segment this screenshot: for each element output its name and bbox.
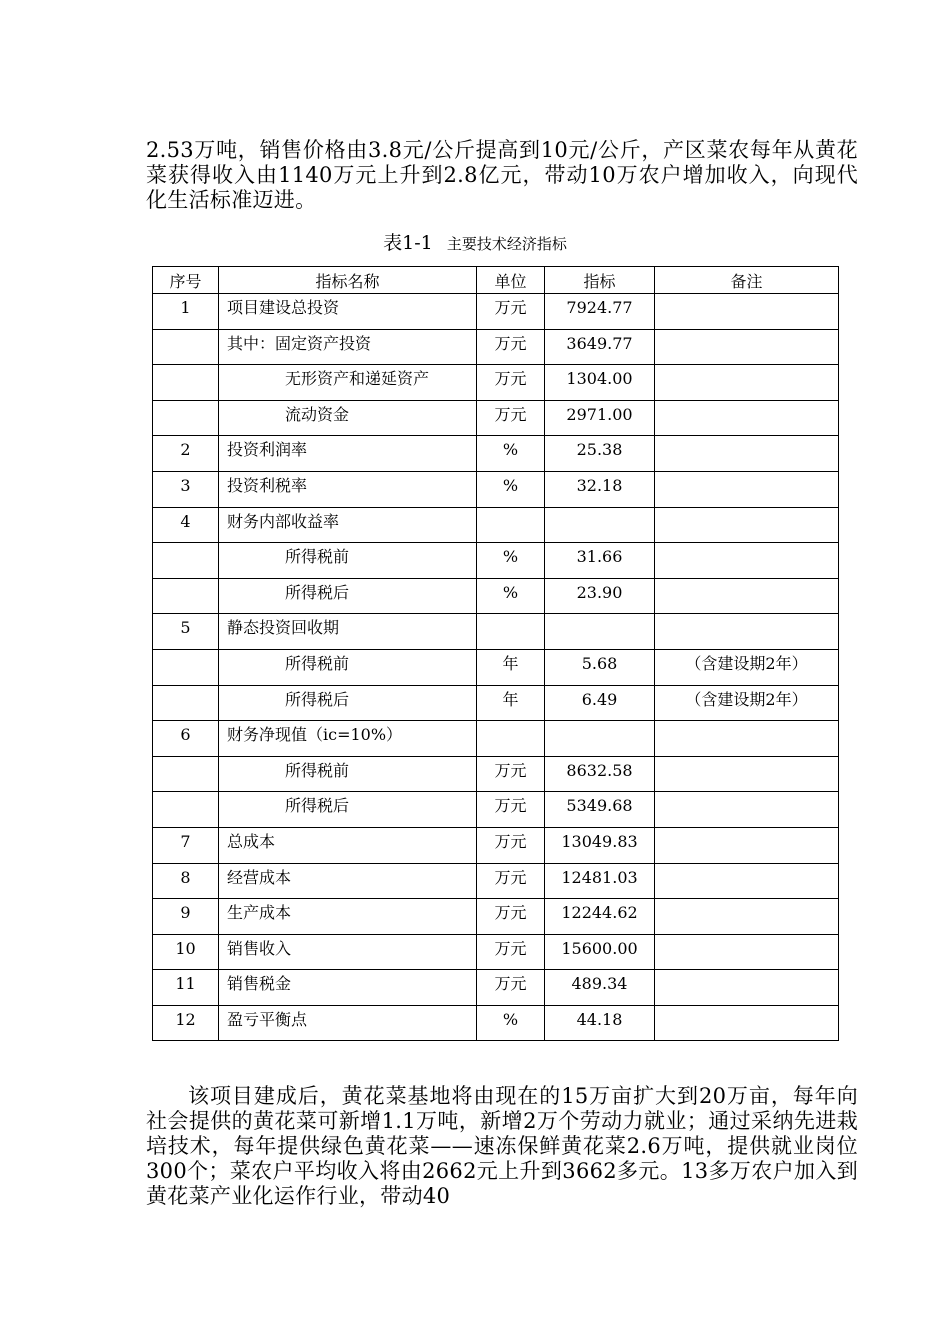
table-header-row	[153, 267, 839, 294]
indicators-table	[152, 266, 839, 1041]
row-unit: 万元	[477, 827, 545, 863]
row-value: 44.18	[545, 1005, 655, 1041]
row-indicator-name: 静态投资回收期	[219, 614, 477, 650]
table-row	[153, 827, 839, 863]
table-caption-number: 表1-1	[383, 232, 433, 254]
table-row	[153, 507, 839, 543]
row-number: 11	[153, 970, 219, 1006]
row-number	[153, 543, 219, 579]
row-note	[655, 400, 839, 436]
row-unit: %	[477, 1005, 545, 1041]
header-no: 序号	[153, 267, 219, 294]
row-indicator-name: 盈亏平衡点	[219, 1005, 477, 1041]
row-value: 23.90	[545, 578, 655, 614]
row-unit: 万元	[477, 365, 545, 401]
row-unit	[477, 614, 545, 650]
row-note	[655, 934, 839, 970]
table-row	[153, 400, 839, 436]
table-row	[153, 721, 839, 757]
row-unit: 年	[477, 649, 545, 685]
table-row	[153, 471, 839, 507]
table-caption	[0, 228, 950, 255]
row-indicator-name: 投资利税率	[219, 471, 477, 507]
row-note	[655, 507, 839, 543]
row-note	[655, 543, 839, 579]
row-note	[655, 792, 839, 828]
row-indicator-name: 其中：固定资产投资	[219, 329, 477, 365]
row-note	[655, 721, 839, 757]
row-number	[153, 578, 219, 614]
row-note	[655, 1005, 839, 1041]
row-value	[545, 721, 655, 757]
table-row	[153, 970, 839, 1006]
row-unit: 年	[477, 685, 545, 721]
table-row	[153, 899, 839, 935]
row-unit	[477, 721, 545, 757]
row-value	[545, 507, 655, 543]
row-value: 6.49	[545, 685, 655, 721]
row-note	[655, 471, 839, 507]
paragraph-top	[146, 138, 858, 213]
row-indicator-name: 流动资金	[219, 400, 477, 436]
table-row	[153, 614, 839, 650]
row-unit: 万元	[477, 934, 545, 970]
row-unit: 万元	[477, 792, 545, 828]
row-number: 4	[153, 507, 219, 543]
row-number	[153, 792, 219, 828]
table-caption-title: 主要技术经济指标	[446, 235, 567, 253]
row-value: 12244.62	[545, 899, 655, 935]
row-indicator-name: 项目建设总投资	[219, 294, 477, 330]
paragraph-bottom	[146, 1084, 858, 1209]
row-number	[153, 649, 219, 685]
row-unit: 万元	[477, 756, 545, 792]
row-number: 12	[153, 1005, 219, 1041]
row-value: 13049.83	[545, 827, 655, 863]
table-row	[153, 436, 839, 472]
row-indicator-name: 财务内部收益率	[219, 507, 477, 543]
header-name: 指标名称	[219, 267, 477, 294]
row-number: 10	[153, 934, 219, 970]
row-unit: 万元	[477, 970, 545, 1006]
row-indicator-name: 所得税后	[219, 578, 477, 614]
row-unit: 万元	[477, 400, 545, 436]
row-indicator-name: 生产成本	[219, 899, 477, 935]
row-indicator-name: 所得税后	[219, 792, 477, 828]
row-note	[655, 294, 839, 330]
row-value: 3649.77	[545, 329, 655, 365]
row-indicator-name: 总成本	[219, 827, 477, 863]
row-unit: %	[477, 471, 545, 507]
row-note: （含建设期2年）	[655, 649, 839, 685]
row-value: 1304.00	[545, 365, 655, 401]
row-value: 25.38	[545, 436, 655, 472]
table-row	[153, 329, 839, 365]
row-note	[655, 436, 839, 472]
row-number	[153, 685, 219, 721]
header-value: 指标	[545, 267, 655, 294]
row-note	[655, 365, 839, 401]
row-note	[655, 970, 839, 1006]
paragraph-top-text: 2.53万吨，销售价格由3.8元/公斤提高到10元/公斤，产区菜农每年从黄花菜获得收入由1140万元上升到2.8亿元，带动10万农户增加收入，向现代化生活标准迈进。	[146, 138, 858, 212]
row-indicator-name: 财务净现值（ic=10%）	[219, 721, 477, 757]
row-note	[655, 863, 839, 899]
row-number: 6	[153, 721, 219, 757]
row-value	[545, 614, 655, 650]
row-value: 12481.03	[545, 863, 655, 899]
table-row	[153, 543, 839, 579]
row-number: 3	[153, 471, 219, 507]
row-number: 9	[153, 899, 219, 935]
table-row	[153, 649, 839, 685]
row-value: 7924.77	[545, 294, 655, 330]
table-row	[153, 685, 839, 721]
paragraph-bottom-text: 该项目建成后，黄花菜基地将由现在的15万亩扩大到20万亩，每年向社会提供的黄花菜可新增1.1万吨，新增2万个劳动力就业；通过采纳先进栽培技术，每年提供绿色黄花菜——速冻保鲜黄花菜2.6万吨，提供就业岗位300个；菜农户平均收入将由2662元上升到3662多元。13多万农户加入到黄花菜产业化运作行业，带动40	[146, 1084, 858, 1208]
row-number: 8	[153, 863, 219, 899]
row-value: 2971.00	[545, 400, 655, 436]
row-unit: %	[477, 543, 545, 579]
table-body	[153, 294, 839, 1041]
table-row	[153, 1005, 839, 1041]
row-note	[655, 614, 839, 650]
table-row	[153, 294, 839, 330]
row-value: 5349.68	[545, 792, 655, 828]
row-note: （含建设期2年）	[655, 685, 839, 721]
row-note	[655, 899, 839, 935]
row-note	[655, 329, 839, 365]
row-indicator-name: 销售收入	[219, 934, 477, 970]
row-note	[655, 578, 839, 614]
row-unit: 万元	[477, 294, 545, 330]
row-indicator-name: 经营成本	[219, 863, 477, 899]
row-value: 32.18	[545, 471, 655, 507]
row-note	[655, 827, 839, 863]
row-unit: 万元	[477, 863, 545, 899]
table-row	[153, 934, 839, 970]
row-number: 5	[153, 614, 219, 650]
row-value: 8632.58	[545, 756, 655, 792]
row-unit: %	[477, 436, 545, 472]
row-indicator-name: 投资利润率	[219, 436, 477, 472]
row-value: 15600.00	[545, 934, 655, 970]
row-unit: 万元	[477, 899, 545, 935]
row-number	[153, 400, 219, 436]
row-unit: %	[477, 578, 545, 614]
row-number	[153, 365, 219, 401]
row-indicator-name: 无形资产和递延资产	[219, 365, 477, 401]
row-value: 31.66	[545, 543, 655, 579]
row-indicator-name: 所得税前	[219, 543, 477, 579]
header-unit: 单位	[477, 267, 545, 294]
row-indicator-name: 所得税前	[219, 756, 477, 792]
table-row	[153, 792, 839, 828]
table-row	[153, 365, 839, 401]
row-value: 5.68	[545, 649, 655, 685]
row-value: 489.34	[545, 970, 655, 1006]
table-row	[153, 756, 839, 792]
row-number: 1	[153, 294, 219, 330]
table-row	[153, 578, 839, 614]
header-note: 备注	[655, 267, 839, 294]
row-number: 7	[153, 827, 219, 863]
row-number	[153, 756, 219, 792]
row-indicator-name: 所得税前	[219, 649, 477, 685]
row-unit	[477, 507, 545, 543]
table-row	[153, 863, 839, 899]
row-indicator-name: 销售税金	[219, 970, 477, 1006]
row-note	[655, 756, 839, 792]
row-unit: 万元	[477, 329, 545, 365]
row-indicator-name: 所得税后	[219, 685, 477, 721]
row-number: 2	[153, 436, 219, 472]
row-number	[153, 329, 219, 365]
